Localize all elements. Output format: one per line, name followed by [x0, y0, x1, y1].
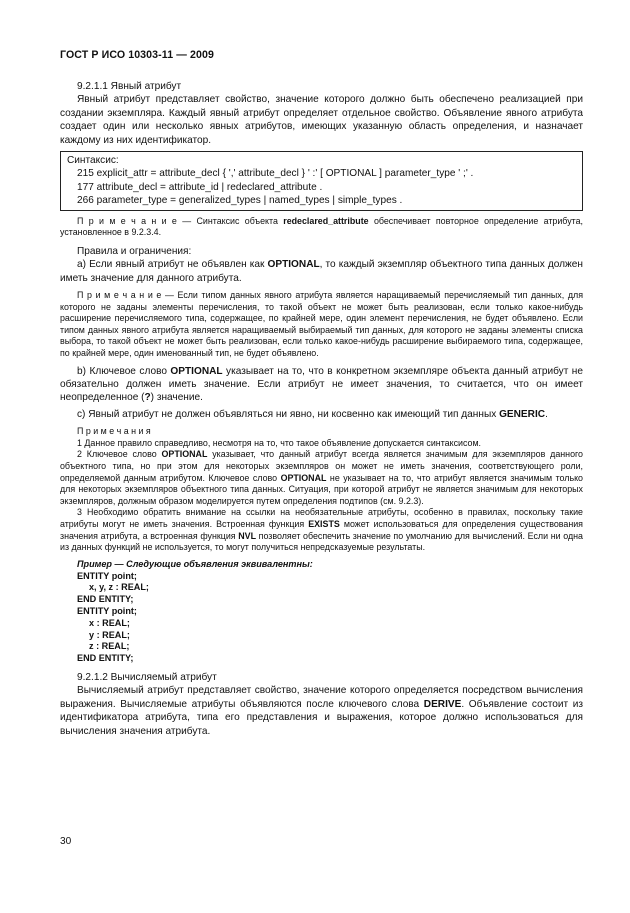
note-text: 2 Ключевое слово	[77, 449, 162, 460]
note-label: П р и м е ч а н и е	[77, 215, 177, 226]
example-line: ENTITY point;	[77, 570, 137, 581]
rule-b	[60, 365, 583, 405]
note-text: обеспечивает повторное определение атрибута, установленное в 9.2.3.4.	[60, 215, 584, 238]
syntax-line-266: 266 parameter_type = generalized_types | named_types | simple_types .	[77, 195, 403, 207]
example-line: END ENTITY;	[77, 594, 134, 605]
keyword: ?	[144, 392, 151, 404]
note-2	[60, 449, 583, 507]
note-text: указывает, что данный атрибут всегда является значимым для экземпляров данного объектного типа, но при этом для некоторых экземпляров он может не иметь значения, соответствующего роли, определяемой данным атрибутом. Ключевое слово	[60, 449, 583, 483]
rule-text: указывает на то, что в конкретном экземпляре объекта данный атрибут не обязательно должен иметь значение. Если атрибут не имеет значения, то считается, что он имеет неопределенное (	[60, 365, 583, 404]
keyword: OPTIONAL	[280, 472, 327, 483]
keyword: EXISTS	[308, 519, 340, 529]
keyword: redeclared_attribute	[283, 215, 369, 226]
example-caption: Пример — Следующие объявления эквивалентны:	[77, 558, 313, 569]
example-line: x, y, z : REAL;	[89, 582, 149, 593]
section-heading-explicit-attribute: 9.2.1.1 Явный атрибут	[77, 81, 182, 92]
rule-text: .	[545, 408, 548, 420]
rule-a	[60, 258, 583, 285]
syntax-line-215: 215 explicit_attr = attribute_decl { ',' attribute_decl } ' :' [ OPTIONAL ] parameter_type ' ;' .	[77, 168, 474, 180]
note-text: не указывает на то, что атрибут является значимым только для некоторых экземпляров объектного типа данных. Ситуация, при которой атрибут не является значимым для некоторых экземпляров, должным образом моделируется путем определения подтипов (см. 9.2.3).	[60, 472, 583, 506]
example-line: x : REAL;	[89, 617, 130, 628]
notes-label: П р и м е ч а н и я	[77, 426, 151, 437]
example-line: END ENTITY;	[77, 653, 134, 664]
paragraph-text: Вычисляемый атрибут представляет свойство, значение которого определяется посредством вычисления выражения. Вычисляемые атрибуты объявляются после ключевого слова	[60, 685, 583, 710]
rule-text: b) Ключевое слово	[77, 365, 171, 377]
note-3	[60, 507, 583, 553]
rule-text: а) Если явный атрибут не объявлен как	[77, 259, 268, 271]
keyword: GENERIC	[499, 408, 546, 420]
example-line: y : REAL;	[89, 629, 130, 640]
note-text: — Синтаксис объекта	[176, 215, 284, 226]
paragraph-derived-attribute	[60, 684, 583, 738]
rule-text: , то каждый экземпляр объектного типа данных должен иметь значение для данного атрибута.	[60, 259, 583, 284]
note-label: П р и м е ч а н и е	[77, 290, 162, 301]
rule-text: ) значение.	[150, 392, 203, 404]
note-redeclared	[60, 216, 583, 239]
section-heading-derived-attribute: 9.2.1.2 Вычисляемый атрибут	[77, 671, 217, 683]
paragraph-explicit-attribute: Явный атрибут представляет свойство, значение которого должно быть обеспечено реализацией при создании экземпляра. Каждый явный атрибут определяет отдельное свойство. Объявление явного атрибута создает один или несколько явных атрибутов, имеющих указанную область определения, и назначает каждому из них идентификатор.	[60, 94, 583, 146]
paragraph-text: . Объявление состоит из идентификатора атрибута, типа его представления и выражения, которое должно использоваться для вычисления значения атрибута.	[60, 698, 583, 737]
note-text: 3 Необходимо обратить внимание на ссылки на необязательные атрибуты, особенно в правилах, поскольку такие атрибуты могут не иметь значения. Встроенная функция	[60, 507, 583, 529]
note-text: может использоваться для определения существования значения атрибута, а встроенная функция	[60, 519, 583, 541]
example-line: z : REAL;	[89, 641, 130, 652]
note-enumeration	[60, 290, 583, 360]
syntax-line-177: 177 attribute_decl = attribute_id | redeclared_attribute .	[77, 181, 323, 193]
rule-text: с) Явный атрибут не должен объявляться ни явно, ни косвенно как имеющий тип данных	[77, 408, 500, 420]
document-header: ГОСТ Р ИСО 10303-11 — 2009	[60, 49, 214, 61]
page-number: 30	[60, 836, 72, 847]
note-text: — Если типом данных явного атрибута является наращиваемый перечисляемый тип данных, для которого не заданы элементы перечисления, то такой объект не может быть реализован, если только какое-нибудь расширение перечисляемого типа, содержащее, по крайней мере, один элемент перечисления, не будет объявлено. Если типом данных явного атрибута является наращиваемый выбираемый тип данных, для которого не заданы элементы списка выбора, то такой объект не может быть реализован, если только какое-нибудь расширение выбираемого типа, содержащее, по крайней мере, один именованный тип, не будет объявлено.	[60, 290, 583, 359]
keyword: OPTIONAL	[170, 365, 223, 377]
note-1: 1 Данное правило справедливо, несмотря на то, что такое объявление допускается синтаксисом.	[77, 437, 482, 448]
syntax-label: Синтаксис:	[67, 155, 119, 167]
example-block	[60, 559, 583, 665]
rules-heading: Правила и ограничения:	[77, 245, 192, 257]
note-text: позволяет обеспечить значение по умолчанию для вычислений. Если ни одна из данных функций не используется, то могут получиться непредсказуемые результаты.	[60, 530, 583, 553]
keyword: NVL	[238, 530, 256, 541]
rule-c	[60, 408, 583, 421]
keyword: OPTIONAL	[267, 259, 320, 271]
page-content	[60, 80, 583, 738]
keyword: DERIVE	[423, 698, 462, 710]
syntax-box	[60, 151, 583, 211]
keyword: OPTIONAL	[161, 449, 208, 460]
example-line: ENTITY point;	[77, 605, 137, 616]
